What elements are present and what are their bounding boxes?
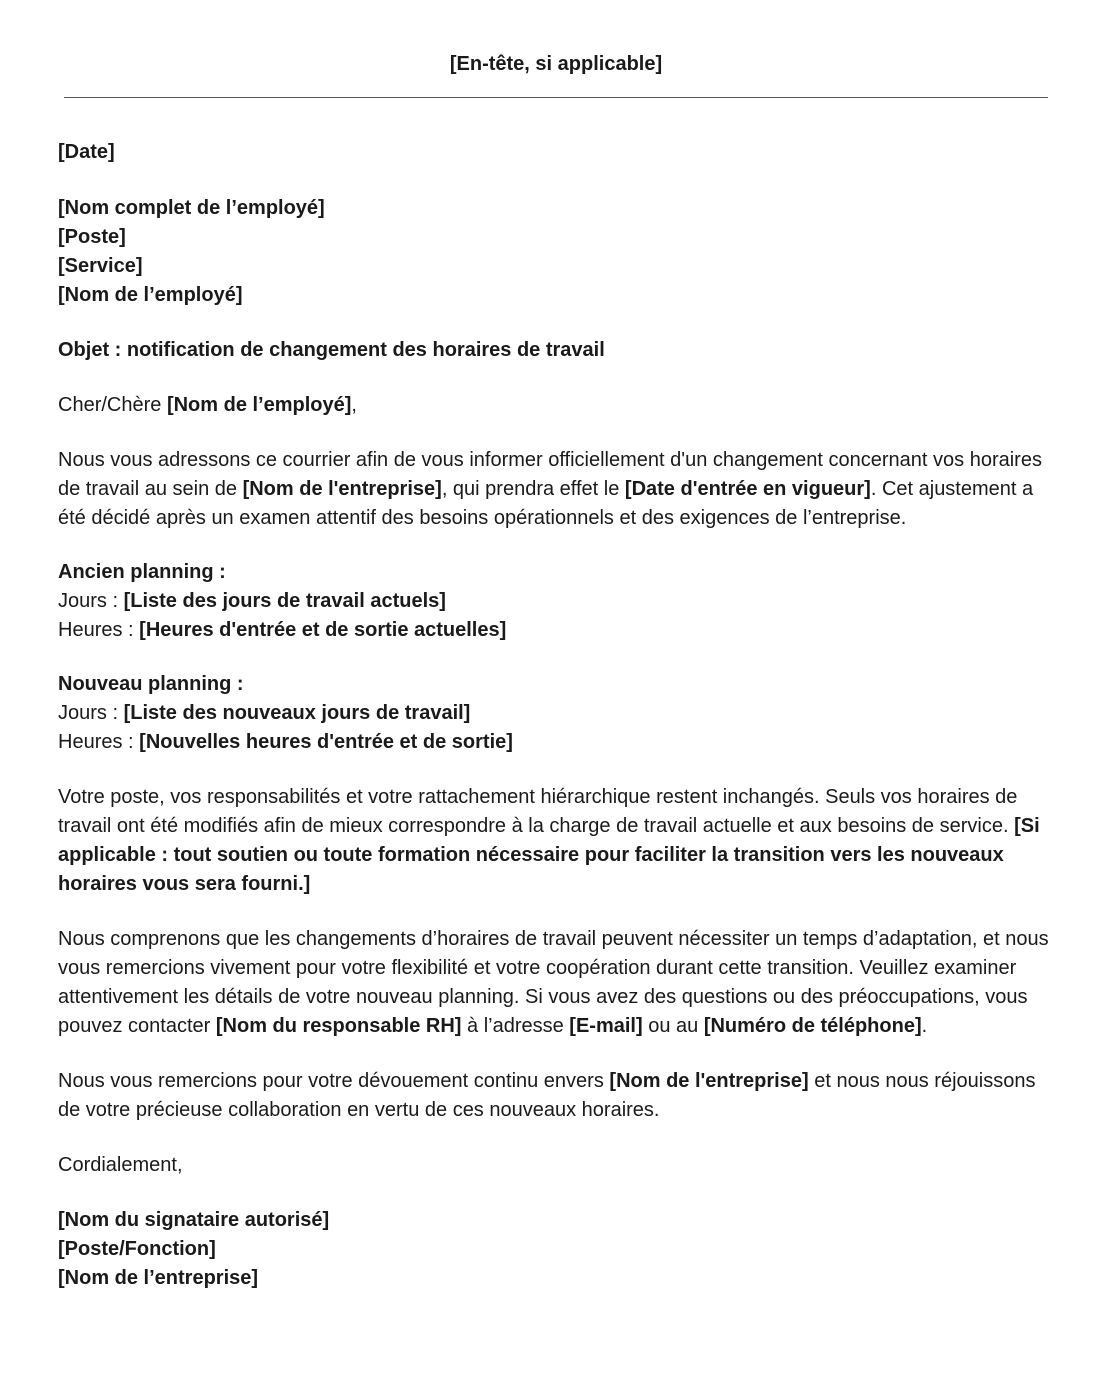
signatory-position: [Poste/Fonction] [58, 1238, 216, 1260]
signature-block [58, 1206, 1054, 1293]
recipient-position: [Poste] [58, 226, 126, 248]
old-schedule [58, 558, 1054, 645]
hr-name: [Nom du responsable RH] [215, 1015, 462, 1037]
contact-text-1: Nous comprenons que les changements d’horaires de travail peuvent nécessiter un temps d’adaptation, et nous vous remercions vivement pour votre flexibilité et votre coopération durant cette transition. Veuillez examiner attentivement les détails de votre nouveau planning. Si vous avez des questions ou des préoccupations, vous pouvez contacter [58, 928, 1049, 1037]
closing: Cordialement, [58, 1154, 183, 1176]
recipient-name: [Nom de l’employé] [58, 284, 243, 306]
signatory-company: [Nom de l’entreprise] [58, 1267, 259, 1289]
greeting-suffix: , [351, 394, 357, 416]
greeting-name: [Nom de l’employé] [166, 394, 352, 416]
hr-email: [E-mail] [569, 1015, 643, 1037]
intro-paragraph [58, 446, 1054, 533]
intro-text-3: . Cet ajustement a été décidé après un examen attentif des besoins opérationnels et des exigences de l’entreprise. [58, 478, 1034, 529]
new-days-value: [Liste des nouveaux jours de travail] [123, 702, 471, 724]
role-text: Votre poste, vos responsabilités et votre rattachement hiérarchique restent inchangés. Seuls vos horaires de travail ont été modifiés afin de mieux correspondre à la charge de travail actuelle et aux besoins de service. [58, 786, 1018, 837]
thanks-text-1: Nous vous remercions pour votre dévouement continu envers [58, 1070, 610, 1092]
role-paragraph [58, 783, 1054, 899]
intro-text-1: Nous vous adressons ce courrier afin de vous informer officiellement d'un changement concernant vos horaires de travail au sein de [58, 449, 1042, 500]
contact-text-3: ou au [642, 1015, 704, 1037]
new-hours-value: [Nouvelles heures d'entrée et de sortie] [139, 731, 513, 753]
recipient-full-name: [Nom complet de l’employé] [58, 197, 325, 219]
intro-company: [Nom de l'entreprise] [242, 478, 442, 500]
thanks-company: [Nom de l'entreprise] [609, 1070, 809, 1092]
recipient-service: [Service] [58, 255, 143, 277]
thanks-paragraph [58, 1067, 1054, 1125]
new-days-label: Jours : [58, 702, 124, 724]
recipient-block [58, 194, 1054, 310]
signatory-name: [Nom du signataire autorisé] [58, 1209, 330, 1231]
letter-date: [Date] [58, 141, 115, 163]
contact-text-4: . [921, 1015, 928, 1037]
contact-text-2: à l’adresse [461, 1015, 570, 1037]
letter-header: [En-tête, si applicable] [449, 53, 663, 75]
old-schedule-days [58, 587, 1054, 616]
old-hours-label: Heures : [58, 619, 140, 641]
greeting [58, 391, 1054, 420]
header-divider [64, 97, 1048, 98]
old-days-value: [Liste des jours de travail actuels] [123, 590, 446, 612]
hr-phone: [Numéro de téléphone] [703, 1015, 922, 1037]
role-optional-text: [Si applicable : tout soutien ou toute formation nécessaire pour faciliter la transition vers les nouveaux horaires vous sera fourni.] [58, 815, 1040, 895]
old-schedule-title: Ancien planning : [58, 561, 226, 583]
old-hours-value: [Heures d'entrée et de sortie actuelles] [139, 619, 507, 641]
new-schedule-title: Nouveau planning : [58, 673, 244, 695]
old-schedule-hours [58, 616, 1054, 645]
new-schedule-hours [58, 728, 1054, 757]
intro-text-2: , qui prendra effet le [441, 478, 625, 500]
new-hours-label: Heures : [58, 731, 140, 753]
contact-paragraph [58, 925, 1054, 1041]
thanks-text-2: et nous nous réjouissons de votre précieuse collaboration en vertu de ces nouveaux horaires. [58, 1070, 1036, 1121]
new-schedule-days [58, 699, 1054, 728]
intro-effective-date: [Date d'entrée en vigueur] [624, 478, 871, 500]
letter-subject: Objet : notification de changement des horaires de travail [58, 339, 605, 361]
greeting-prefix: Cher/Chère [58, 394, 167, 416]
old-days-label: Jours : [58, 590, 124, 612]
new-schedule [58, 670, 1054, 757]
